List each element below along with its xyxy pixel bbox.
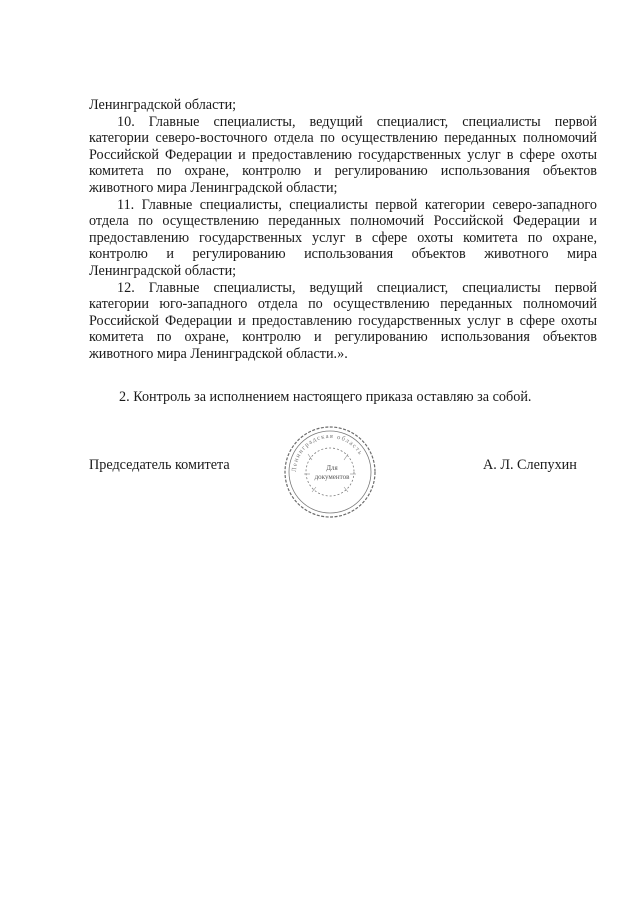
paragraph-item-12: 12. Главные специалисты, ведущий специалист, специалисты первой категории юго-западного отдела по осуществлению переданных полномочий Российской Федерации и предоставлению государственных услуг в сфере охоты комитета по охране, контролю и регулированию использования объектов животного мира Ленинградской области.». [89, 279, 597, 362]
paragraph-item-10: 10. Главные специалисты, ведущий специалист, специалисты первой категории северо-восточного отдела по осуществлению переданных полномочий Российской Федерации и предоставлению государственных услуг в сфере охоты комитета по охране, контролю и регулированию использования объектов животного мира Ленинградской области; [89, 113, 597, 196]
signatory-role: Председатель комитета [89, 457, 230, 473]
seal-ring-text: Ленинградская область [290, 432, 365, 473]
control-clause: 2. Контроль за исполнением настоящего приказа оставляю за собой. [119, 389, 532, 405]
order-text-block [89, 97, 597, 363]
signatory-name: А. Л. Слепухин [483, 457, 577, 473]
seal-center-line2: документов [314, 473, 350, 481]
paragraph-continuation: Ленинградской области; [89, 97, 237, 113]
official-seal-icon [282, 424, 378, 520]
seal-center-line1: Для [326, 464, 338, 472]
paragraph-item-11: 11. Главные специалисты, специалисты первой категории северо-западного отдела по осуществлению переданных полномочий Российской Федерации и предоставлению государственных услуг в сфере охоты комитета по охране, контролю и регулированию использования объектов животного мира Ленинградской области; [89, 196, 597, 279]
